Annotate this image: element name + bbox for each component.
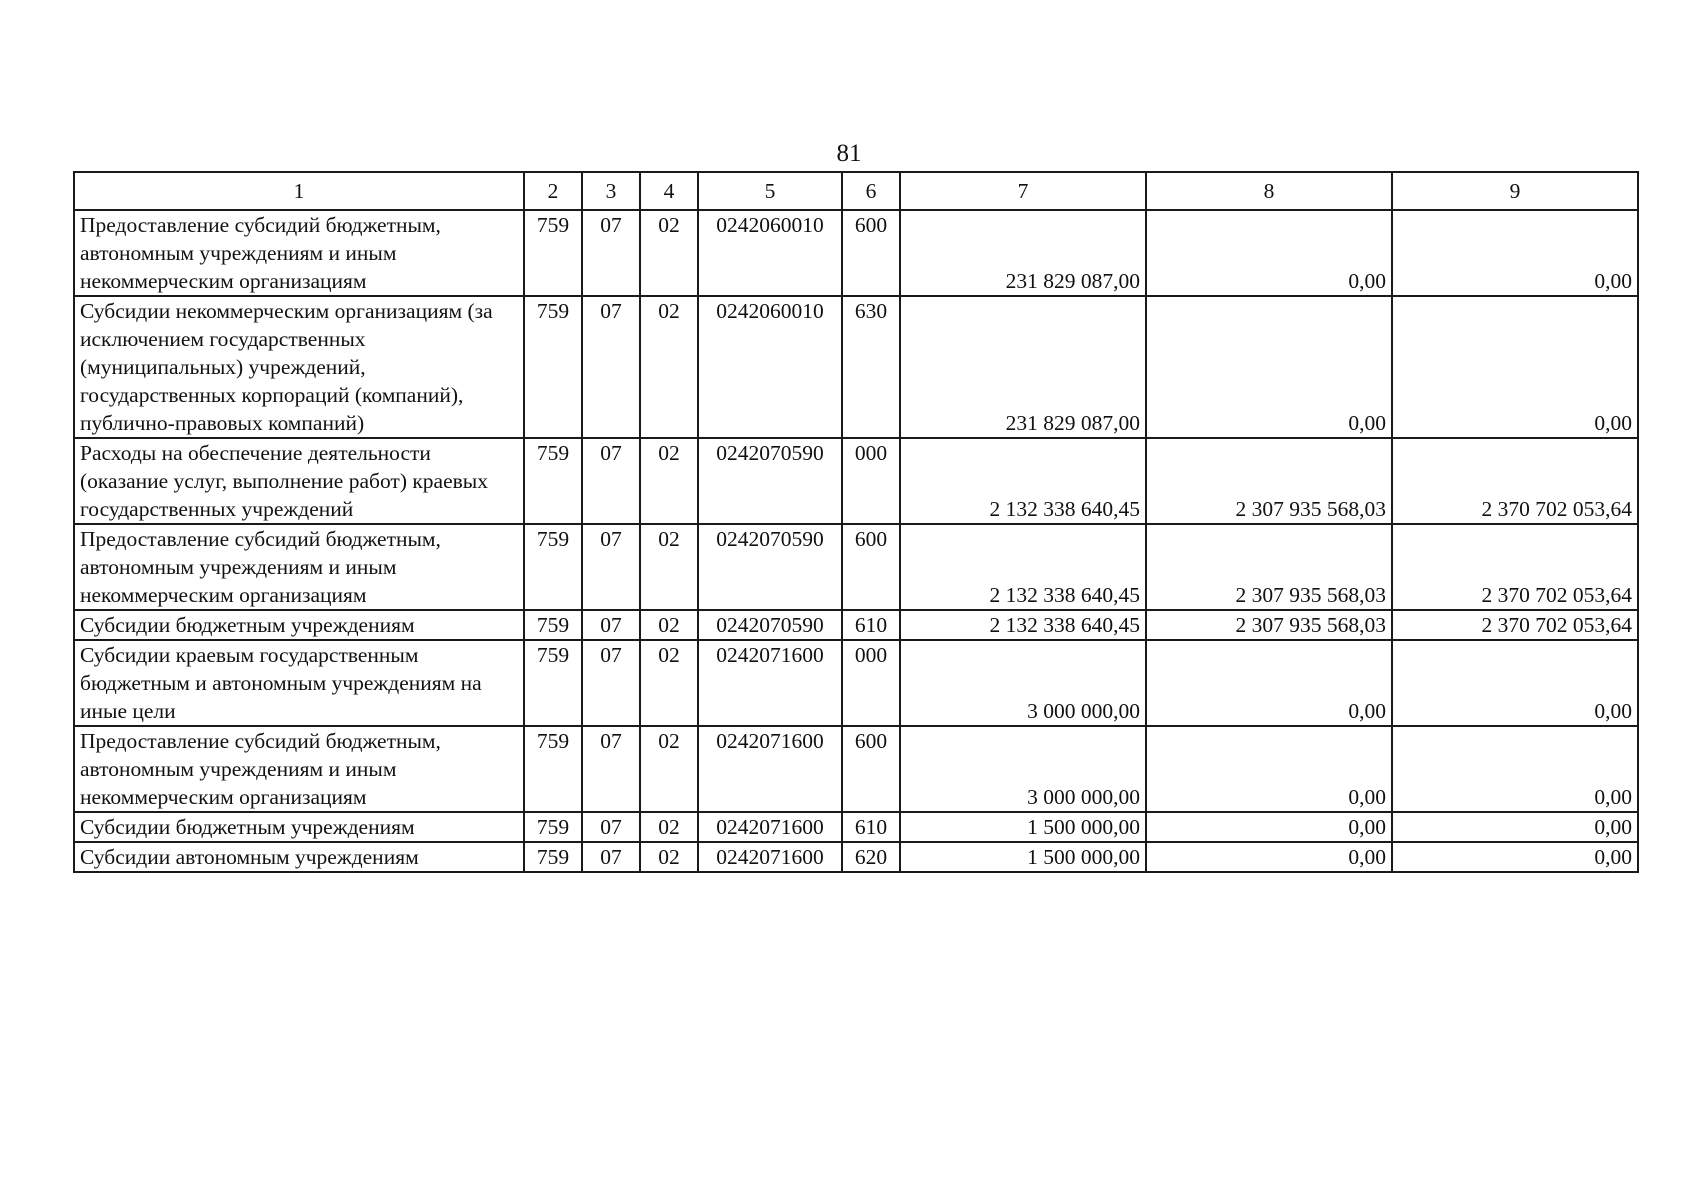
table-body: [74, 210, 1638, 872]
subsection-code-cell: 02: [640, 296, 698, 438]
amount-year-1-cell: 3 000 000,00: [900, 640, 1146, 726]
amount-year-1-cell: 1 500 000,00: [900, 812, 1146, 842]
column-header-6: 6: [842, 172, 900, 210]
target-article-code-cell: 0242070590: [698, 438, 842, 524]
amount-year-1-cell: 231 829 087,00: [900, 296, 1146, 438]
expense-name-cell: Предоставление субсидий бюджетным, автономным учреждениям и иным некоммерческим организациям: [74, 210, 524, 296]
subsection-code-cell: 02: [640, 438, 698, 524]
ministry-code-cell: 759: [524, 524, 582, 610]
amount-year-2-cell: 2 307 935 568,03: [1146, 610, 1392, 640]
table-row: [74, 726, 1638, 812]
table-row: [74, 210, 1638, 296]
ministry-code-cell: 759: [524, 438, 582, 524]
amount-year-1-cell: 2 132 338 640,45: [900, 524, 1146, 610]
expense-name-cell: Субсидии бюджетным учреждениям: [74, 812, 524, 842]
column-header-2: 2: [524, 172, 582, 210]
amount-year-1-cell: 1 500 000,00: [900, 842, 1146, 872]
subsection-code-cell: 02: [640, 842, 698, 872]
ministry-code-cell: 759: [524, 640, 582, 726]
subsection-code-cell: 02: [640, 210, 698, 296]
expense-name-cell: Предоставление субсидий бюджетным, автономным учреждениям и иным некоммерческим организациям: [74, 524, 524, 610]
ministry-code-cell: 759: [524, 296, 582, 438]
expense-type-code-cell: 630: [842, 296, 900, 438]
amount-year-3-cell: 2 370 702 053,64: [1392, 524, 1638, 610]
table-row: [74, 524, 1638, 610]
amount-year-3-cell: 0,00: [1392, 726, 1638, 812]
amount-year-2-cell: 0,00: [1146, 296, 1392, 438]
amount-year-1-cell: 2 132 338 640,45: [900, 438, 1146, 524]
amount-year-3-cell: 0,00: [1392, 296, 1638, 438]
target-article-code-cell: 0242070590: [698, 524, 842, 610]
amount-year-3-cell: 0,00: [1392, 640, 1638, 726]
expense-type-code-cell: 620: [842, 842, 900, 872]
amount-year-3-cell: 0,00: [1392, 812, 1638, 842]
amount-year-2-cell: 2 307 935 568,03: [1146, 438, 1392, 524]
section-code-cell: 07: [582, 726, 640, 812]
subsection-code-cell: 02: [640, 610, 698, 640]
section-code-cell: 07: [582, 524, 640, 610]
section-code-cell: 07: [582, 210, 640, 296]
amount-year-2-cell: 0,00: [1146, 210, 1392, 296]
amount-year-2-cell: 0,00: [1146, 842, 1392, 872]
section-code-cell: 07: [582, 438, 640, 524]
table-row: [74, 610, 1638, 640]
ministry-code-cell: 759: [524, 812, 582, 842]
expense-name-cell: Субсидии краевым государственным бюджетным и автономным учреждениям на иные цели: [74, 640, 524, 726]
subsection-code-cell: 02: [640, 524, 698, 610]
column-header-9: 9: [1392, 172, 1638, 210]
amount-year-3-cell: 2 370 702 053,64: [1392, 438, 1638, 524]
target-article-code-cell: 0242071600: [698, 842, 842, 872]
section-code-cell: 07: [582, 610, 640, 640]
amount-year-3-cell: 0,00: [1392, 210, 1638, 296]
target-article-code-cell: 0242071600: [698, 640, 842, 726]
ministry-code-cell: 759: [524, 610, 582, 640]
expense-name-cell: Субсидии автономным учреждениям: [74, 842, 524, 872]
expense-type-code-cell: 610: [842, 812, 900, 842]
table-row: [74, 438, 1638, 524]
amount-year-2-cell: 0,00: [1146, 726, 1392, 812]
expense-name-cell: Расходы на обеспечение деятельности (оказание услуг, выполнение работ) краевых государственных учреждений: [74, 438, 524, 524]
amount-year-3-cell: 0,00: [1392, 842, 1638, 872]
table-row: [74, 296, 1638, 438]
ministry-code-cell: 759: [524, 726, 582, 812]
amount-year-1-cell: 231 829 087,00: [900, 210, 1146, 296]
section-code-cell: 07: [582, 296, 640, 438]
amount-year-1-cell: 2 132 338 640,45: [900, 610, 1146, 640]
budget-table: [73, 171, 1639, 873]
subsection-code-cell: 02: [640, 726, 698, 812]
column-header-4: 4: [640, 172, 698, 210]
amount-year-1-cell: 3 000 000,00: [900, 726, 1146, 812]
expense-type-code-cell: 600: [842, 524, 900, 610]
expense-name-cell: Субсидии бюджетным учреждениям: [74, 610, 524, 640]
amount-year-2-cell: 0,00: [1146, 640, 1392, 726]
expense-type-code-cell: 600: [842, 210, 900, 296]
column-header-1: 1: [74, 172, 524, 210]
ministry-code-cell: 759: [524, 210, 582, 296]
table-row: [74, 812, 1638, 842]
target-article-code-cell: 0242071600: [698, 812, 842, 842]
section-code-cell: 07: [582, 842, 640, 872]
table-row: [74, 640, 1638, 726]
target-article-code-cell: 0242060010: [698, 210, 842, 296]
amount-year-2-cell: 2 307 935 568,03: [1146, 524, 1392, 610]
column-numbers-header-row: [74, 172, 1638, 210]
amount-year-2-cell: 0,00: [1146, 812, 1392, 842]
expense-name-cell: Субсидии некоммерческим организациям (за исключением государственных (муниципальных) учреждений, государственных корпораций (компаний), публично-правовых компаний): [74, 296, 524, 438]
subsection-code-cell: 02: [640, 812, 698, 842]
expense-type-code-cell: 600: [842, 726, 900, 812]
target-article-code-cell: 0242060010: [698, 296, 842, 438]
column-header-5: 5: [698, 172, 842, 210]
subsection-code-cell: 02: [640, 640, 698, 726]
table-row: [74, 842, 1638, 872]
target-article-code-cell: 0242070590: [698, 610, 842, 640]
column-header-3: 3: [582, 172, 640, 210]
column-header-7: 7: [900, 172, 1146, 210]
ministry-code-cell: 759: [524, 842, 582, 872]
page-number: 81: [836, 140, 862, 167]
expense-type-code-cell: 000: [842, 640, 900, 726]
section-code-cell: 07: [582, 640, 640, 726]
expense-name-cell: Предоставление субсидий бюджетным, автономным учреждениям и иным некоммерческим организациям: [74, 726, 524, 812]
expense-type-code-cell: 610: [842, 610, 900, 640]
expense-type-code-cell: 000: [842, 438, 900, 524]
amount-year-3-cell: 2 370 702 053,64: [1392, 610, 1638, 640]
section-code-cell: 07: [582, 812, 640, 842]
target-article-code-cell: 0242071600: [698, 726, 842, 812]
column-header-8: 8: [1146, 172, 1392, 210]
